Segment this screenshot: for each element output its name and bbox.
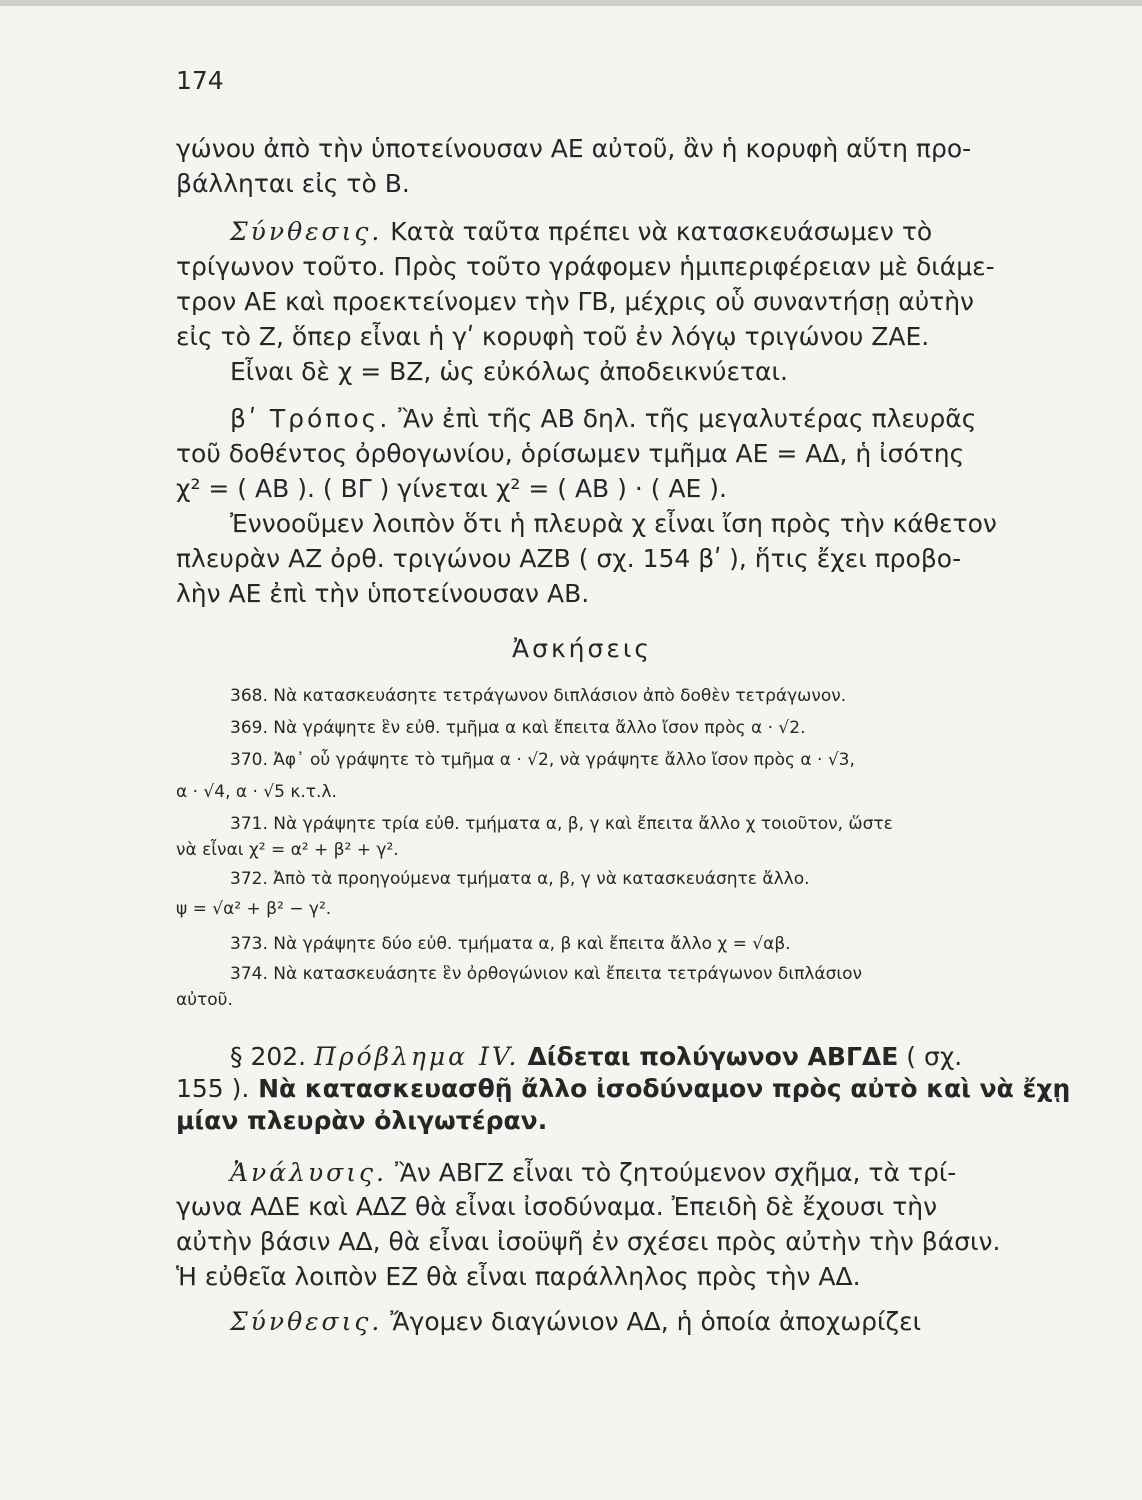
text-line: Ἡ εὐθεῖα λοιπὸν ΕΖ θὰ εἶναι παράλληλος πρὸς τὴν ΑΔ. (176, 1262, 861, 1291)
text-line: εἰς τὸ Ζ, ὅπερ εἶναι ἡ γʹ κορυφὴ τοῦ ἐν λόγῳ τριγώνου ΖΑΕ. (176, 322, 930, 351)
text-line: αὐτὴν βάσιν ΑΔ, θὰ εἶναι ἰσοϋψῆ ἐν σχέσει πρὸς αὐτὴν τὴν βάσιν. (176, 1227, 1001, 1256)
method-label: βʹ Τρόπος. (230, 404, 391, 433)
text-run: Κατὰ ταῦτα πρέπει νὰ κατασκευάσωμεν τὸ (382, 217, 933, 246)
text-run: Ἂν ἐπὶ τῆς ΑΒ δηλ. τῆς μεγαλυτέρας πλευρᾶς (390, 404, 977, 433)
page-number: 174 (176, 66, 224, 95)
text-run: Ἂν ΑΒΓΖ εἶναι τὸ ζητούμενον σχῆμα, τὰ τρί- (387, 1158, 957, 1187)
problem-statement-line: μίαν πλευρὰν ὀλιγωτέραν. (176, 1106, 548, 1135)
exercise-item-continued: αὐτοῦ. (176, 990, 233, 1010)
exercise-item-continued: ψ = √α² + β² − γ². (176, 899, 332, 919)
exercise-item: 371. Νὰ γράψητε τρία εὐθ. τμήματα α, β, γ καὶ ἔπειτα ἄλλο χ τοιοῦτον, ὥστε (230, 814, 893, 834)
method-paragraph-start (230, 402, 976, 436)
text-line: Εἶναι δὲ χ = ΒΖ, ὡς εὐκόλως ἀποδεικνύεται. (230, 357, 788, 386)
problem-statement-line (176, 1072, 1070, 1106)
problem-label: Πρόβλημα IV. (314, 1042, 520, 1071)
section-number: § 202. (230, 1042, 307, 1071)
problem-text-bold: Νὰ κατασκευασθῇ ἄλλο ἰσοδύναμον πρὸς αὐτὸ καὶ νὰ ἔχῃ (249, 1074, 1071, 1103)
text-line: βάλληται εἰς τὸ Β. (176, 169, 410, 198)
exercises-heading: Ἀσκήσεις (512, 634, 653, 663)
text-line: πλευρὰν ΑΖ ὀρθ. τριγώνου ΑΖΒ ( σχ. 154 βʹ ), ἥτις ἔχει προβο- (176, 544, 962, 573)
text-run: Ἄγομεν διαγώνιον ΑΔ, ἡ ὁποία ἀποχωρίζει (382, 1307, 922, 1336)
synthesis-paragraph-start (230, 1305, 921, 1339)
problem-statement-start (230, 1040, 962, 1074)
text-line: τοῦ δοθέντος ὀρθογωνίου, ὁρίσωμεν τμῆμα ΑΕ = ΑΔ, ἡ ἰσότης (176, 439, 965, 468)
problem-text-bold: Δίδεται πολύγωνον ΑΒΓΔΕ (527, 1042, 899, 1071)
synthesis-label: Σύνθεσις. (230, 217, 383, 246)
scan-edge (0, 0, 1142, 6)
text-run: ( σχ. (898, 1042, 963, 1071)
exercise-item: 372. Ἀπὸ τὰ προηγούμενα τμήματα α, β, γ νὰ κατασκευάσητε ἄλλο. (230, 869, 810, 889)
text-line: γώνου ἀπὸ τὴν ὑποτείνουσαν ΑΕ αὐτοῦ, ἂν ἡ κορυφὴ αὕτη προ- (176, 134, 972, 163)
text-line: τρον ΑΕ καὶ προεκτείνομεν τὴν ΓΒ, μέχρις οὗ συναντήσῃ αὐτὴν (176, 287, 975, 316)
analysis-label: Ἀνάλυσις. (230, 1158, 387, 1187)
analysis-paragraph-start (230, 1156, 956, 1190)
text-line: Ἐννοοῦμεν λοιπὸν ὅτι ἡ πλευρὰ χ εἶναι ἴση πρὸς τὴν κάθετον (230, 509, 997, 538)
exercise-item-continued: α · √4, α · √5 κ.τ.λ. (176, 782, 337, 802)
text-line: τρίγωνον τοῦτο. Πρὸς τοῦτο γράφομεν ἡμιπεριφέρειαν μὲ διάμε- (176, 252, 995, 281)
text-run: 155 ). (176, 1074, 250, 1103)
equation-line: χ² = ( ΑΒ ). ( ΒΓ ) γίνεται χ² = ( ΑΒ ) · ( ΑΕ ). (176, 474, 727, 503)
exercise-item: 368. Νὰ κατασκευάσητε τετράγωνον διπλάσιον ἀπὸ δοθὲν τετράγωνον. (230, 686, 847, 706)
text-line: γωνα ΑΔΕ καὶ ΑΔΖ θὰ εἶναι ἰσοδύναμα. Ἐπειδὴ δὲ ἔχουσι τὴν (176, 1192, 938, 1221)
exercise-item: 369. Νὰ γράψητε ἓν εὐθ. τμῆμα α καὶ ἔπειτα ἄλλο ἴσον πρὸς α · √2. (230, 718, 806, 738)
synthesis-label: Σύνθεσις. (230, 1307, 383, 1336)
exercise-item: 374. Νὰ κατασκευάσητε ἓν ὀρθογώνιον καὶ ἔπειτα τετράγωνον διπλάσιον (230, 964, 862, 984)
exercise-item: 370. Ἀφ᾽ οὗ γράψητε τὸ τμῆμα α · √2, νὰ γράψητε ἄλλο ἴσον πρὸς α · √3, (230, 750, 855, 770)
exercise-item: 373. Νὰ γράψητε δύο εὐθ. τμήματα α, β καὶ ἔπειτα ἄλλο χ = √αβ. (230, 934, 791, 954)
exercise-item-continued: νὰ εἶναι χ² = α² + β² + γ². (176, 840, 399, 860)
synthesis-paragraph-start (230, 215, 932, 249)
text-line: λὴν ΑΕ ἐπὶ τὴν ὑποτείνουσαν ΑΒ. (176, 579, 590, 608)
